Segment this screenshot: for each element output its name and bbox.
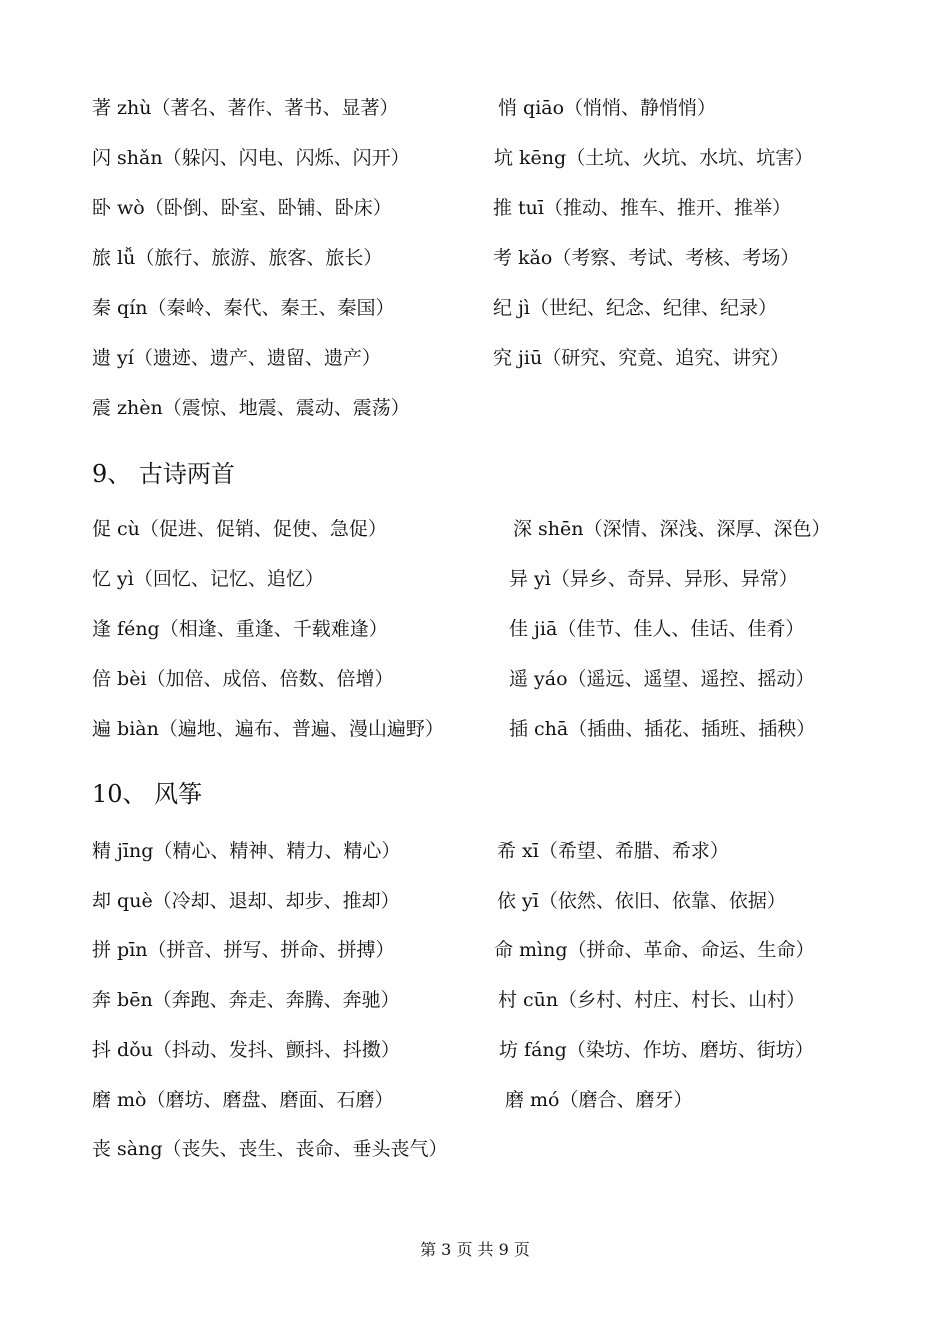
vocab-entry: 坊 fáng（染坊、作坊、磨坊、街坊） xyxy=(499,1039,814,1061)
vocab-entry: 命 mìng（拼命、革命、命运、生命） xyxy=(494,939,815,961)
vocab-entry: 闪 shǎn（躲闪、闪电、闪烁、闪开） xyxy=(92,147,410,169)
vocab-row xyxy=(92,666,815,692)
vocab-entry: 磨 mó（磨合、磨牙） xyxy=(505,1089,693,1111)
vocab-row xyxy=(92,1087,693,1113)
vocab-entry: 究 jiū（研究、究竟、追究、讲究） xyxy=(493,347,790,369)
vocab-row xyxy=(92,95,717,121)
vocab-entry: 旅 lǚ（旅行、旅游、旅客、旅长） xyxy=(92,247,383,269)
vocab-row xyxy=(92,987,806,1013)
vocab-entry: 逢 féng（相逢、重逢、千载难逢） xyxy=(92,618,388,640)
vocab-entry: 倍 bèi（加倍、成倍、倍数、倍增） xyxy=(92,668,394,690)
vocab-entry: 纪 jì（世纪、纪念、纪律、纪录） xyxy=(493,297,778,319)
page-number: 第 3 页 共 9 页 xyxy=(420,1240,530,1259)
vocab-row xyxy=(92,395,410,421)
vocab-row xyxy=(92,516,831,542)
vocab-entry: 村 cūn（乡村、村庄、村长、山村） xyxy=(498,989,806,1011)
vocab-entry: 卧 wò（卧倒、卧室、卧铺、卧床） xyxy=(92,197,392,219)
vocab-entry: 精 jīng（精心、精神、精力、精心） xyxy=(92,840,401,862)
vocab-entry: 奔 bēn（奔跑、奔走、奔腾、奔驰） xyxy=(92,989,400,1011)
vocab-entry: 坑 kēng（土坑、火坑、水坑、坑害） xyxy=(494,147,814,169)
vocab-row xyxy=(92,937,815,963)
vocab-entry: 推 tuī（推动、推车、推开、推举） xyxy=(493,197,791,219)
vocab-row xyxy=(92,566,798,592)
vocab-entry: 考 kǎo（考察、考试、考核、考场） xyxy=(493,247,800,269)
vocab-entry: 著 zhù（著名、著作、著书、显著） xyxy=(92,97,399,119)
vocab-row xyxy=(92,1037,814,1063)
vocab-entry: 秦 qín（秦岭、秦代、秦王、秦国） xyxy=(92,297,395,319)
vocab-row xyxy=(92,245,800,271)
vocab-row xyxy=(92,345,790,371)
section-heading: 9、 古诗两首 xyxy=(92,460,235,488)
vocab-entry: 异 yì（异乡、奇异、异形、异常） xyxy=(509,568,798,590)
vocab-entry: 丧 sàng（丧失、丧生、丧命、垂头丧气） xyxy=(92,1138,448,1160)
vocab-entry: 却 què（冷却、退却、却步、推却） xyxy=(92,890,400,912)
vocab-row xyxy=(92,888,786,914)
vocab-row xyxy=(92,616,805,642)
vocab-row xyxy=(92,1136,448,1162)
vocab-entry: 遍 biàn（遍地、遍布、普遍、漫山遍野） xyxy=(92,718,444,740)
vocab-entry: 插 chā（插曲、插花、插班、插秧） xyxy=(509,718,816,740)
vocab-row xyxy=(92,716,816,742)
vocab-row xyxy=(92,195,791,221)
vocab-entry: 磨 mò（磨坊、磨盘、磨面、石磨） xyxy=(92,1089,394,1111)
vocab-entry: 佳 jiā（佳节、佳人、佳话、佳肴） xyxy=(509,618,805,640)
vocab-entry: 震 zhèn（震惊、地震、震动、震荡） xyxy=(92,397,410,419)
vocab-row xyxy=(92,145,814,171)
vocab-entry: 抖 dǒu（抖动、发抖、颤抖、抖擞） xyxy=(92,1039,400,1061)
vocab-entry: 忆 yì（回忆、记忆、追忆） xyxy=(92,568,324,590)
vocab-entry: 促 cù（促进、促销、促使、急促） xyxy=(92,518,387,540)
vocab-entry: 遗 yí（遗迹、遗产、遗留、遗产） xyxy=(92,347,381,369)
vocab-entry: 深 shēn（深情、深浅、深厚、深色） xyxy=(513,518,831,540)
vocab-entry: 遥 yáo（遥远、遥望、遥控、摇动） xyxy=(509,668,815,690)
vocab-row xyxy=(92,838,729,864)
vocab-entry: 拼 pīn（拼音、拼写、拼命、拼搏） xyxy=(92,939,395,961)
vocab-entry: 悄 qiāo（悄悄、静悄悄） xyxy=(498,97,717,119)
section-heading: 10、 风筝 xyxy=(92,780,203,808)
vocab-entry: 依 yī（依然、依旧、依靠、依据） xyxy=(497,890,786,912)
vocab-entry: 希 xī（希望、希腊、希求） xyxy=(497,840,729,862)
vocab-row xyxy=(92,295,778,321)
